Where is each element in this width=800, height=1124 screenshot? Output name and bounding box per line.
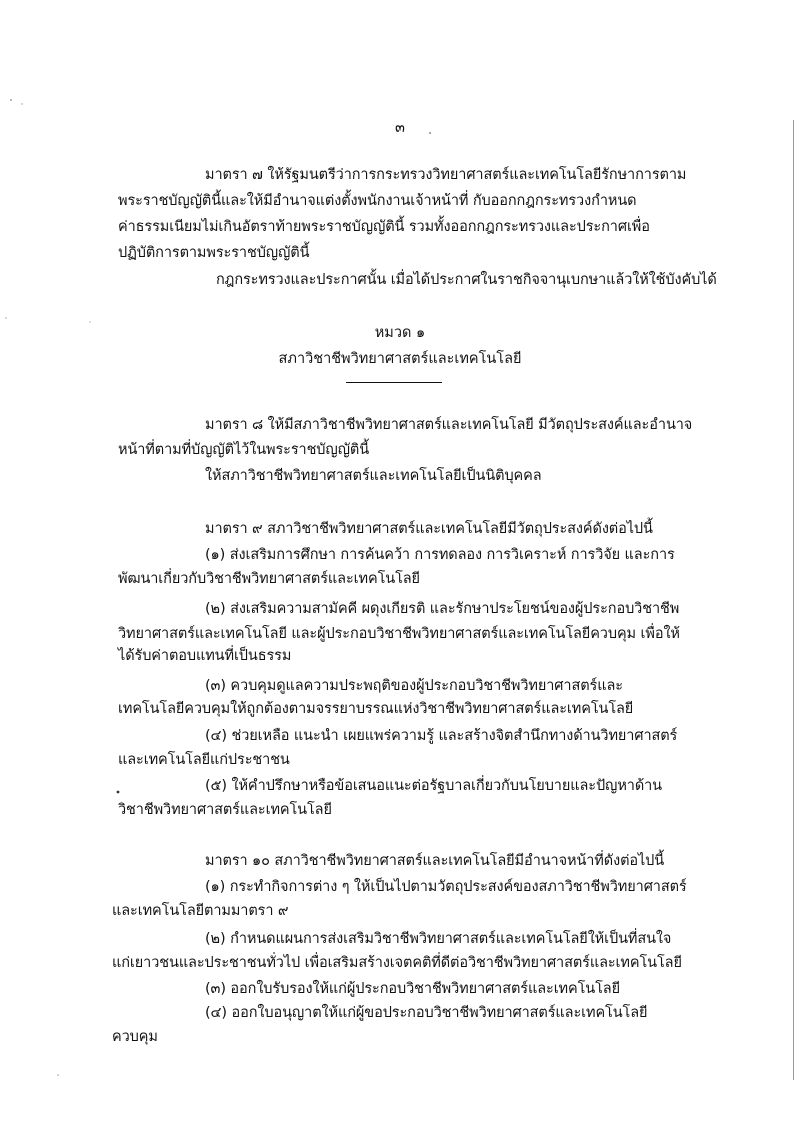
chapter-title: หมวด ๑ [374, 325, 426, 341]
page-number: ๓ [395, 120, 405, 136]
section-9-line-1: มาตรา ๙ สภาวิชาชีพวิทยาศาสตร์และเทคโนโลยีมีวัตถุประสงค์ดังต่อไปนี้ [205, 521, 653, 537]
section-9-item-4-line-1: (๔) ช่วยเหลือ แนะนำ เผยแพร่ความรู้ และสร้างจิตสำนึกทางด้านวิทยาศาสตร์ [205, 728, 678, 744]
section-9-item-3-line-2: เทคโนโลยีควบคุมให้ถูกต้องตามจรรยาบรรณแห่งวิชาชีพวิทยาศาสตร์และเทคโนโลยี [118, 701, 634, 717]
section-10-line-1: มาตรา ๑๐ สภาวิชาชีพวิทยาศาสตร์และเทคโนโลยีมีอำนาจหน้าที่ดังต่อไปนี้ [205, 853, 665, 869]
section-10-item-3-line-1: (๓) ออกใบรับรองให้แก่ผู้ประกอบวิชาชีพวิทยาศาสตร์และเทคโนโลยี [205, 981, 620, 997]
section-10-item-2-line-2: แก่เยาวชนและประชาชนทั่วไป เพื่อเสริมสร้างเจตคติที่ดีต่อวิชาชีพวิทยาศาสตร์และเทคโนโลยี [112, 955, 682, 971]
section-9-item-2-line-2: วิทยาศาสตร์และเทคโนโลยี และผู้ประกอบวิชาชีพวิทยาศาสตร์และเทคโนโลยีควบคุม เพื่อให้ [118, 626, 680, 642]
section-9-item-5-line-1: (๕) ให้คำปรึกษาหรือข้อเสนอแนะต่อรัฐบาลเกี่ยวกับนโยบายและปัญหาด้าน [205, 778, 662, 794]
section-10-item-4-line-1: (๔) ออกใบอนุญาตให้แก่ผู้ขอประกอบวิชาชีพวิทยาศาสตร์และเทคโนโลยี [205, 1005, 648, 1021]
section-9-item-3-line-1: (๓) ควบคุมดูแลความประพฤติของผู้ประกอบวิชาชีพวิทยาศาสตร์และ [205, 678, 623, 694]
section-8-line-1: มาตรา ๘ ให้มีสภาวิชาชีพวิทยาศาสตร์และเทคโนโลยี มีวัตถุประสงค์และอำนาจ [205, 417, 693, 433]
section-7-line-3: ค่าธรรมเนียมไม่เกินอัตราท้ายพระราชบัญญัตินี้ รวมทั้งออกกฎกระทรวงและประกาศเพื่อ [118, 219, 650, 235]
section-9-item-2-line-1: (๒) ส่งเสริมความสามัคคี ผดุงเกียรติ และรักษาประโยชน์ของผู้ประกอบวิชาชีพ [205, 601, 680, 617]
section-7-line-4: ปฏิบัติการตามพระราชบัญญัตินี้ [118, 245, 310, 261]
section-10-item-2-line-1: (๒) กำหนดแผนการส่งเสริมวิชาชีพวิทยาศาสตร์และเทคโนโลยีให้เป็นที่สนใจ [205, 931, 672, 947]
section-9-item-4-line-2: และเทคโนโลยีแก่ประชาชน [118, 752, 290, 768]
section-10-item-4-line-2: ควบคุม [112, 1029, 158, 1045]
section-9-item-2-line-3: ได้รับค่าตอบแทนที่เป็นธรรม [118, 648, 292, 664]
section-7-line-2: พระราชบัญญัตินี้และให้มีอำนาจแต่งตั้งพนักงานเจ้าหน้าที่ กับออกกฎกระทรวงกำหนด [118, 193, 637, 209]
section-9-item-5-line-2: วิชาชีพวิทยาศาสตร์และเทคโนโลยี [118, 802, 332, 818]
section-7-line-1: มาตรา ๗ ให้รัฐมนตรีว่าการกระทรวงวิทยาศาสตร์และเทคโนโลยีรักษาการตาม [205, 167, 687, 183]
section-10-item-1-line-2: และเทคโนโลยีตามมาตรา ๙ [112, 903, 289, 919]
section-8-line-2: หน้าที่ตามที่บัญญัติไว้ในพระราชบัญญัตินี้ [118, 442, 370, 458]
section-9-item-1-line-2: พัฒนาเกี่ยวกับวิชาชีพวิทยาศาสตร์และเทคโนโลยี [118, 571, 420, 587]
chapter-subtitle: สภาวิชาชีพวิทยาศาสตร์และเทคโนโลยี [278, 351, 522, 367]
section-10-item-1-line-1: (๑) กระทำกิจการต่าง ๆ ให้เป็นไปตามวัตถุประสงค์ของสภาวิชาชีพวิทยาศาสตร์ [205, 879, 687, 895]
section-9-item-1-line-1: (๑) ส่งเสริมการศึกษา การค้นคว้า การทดลอง การวิเคราะห์ การวิจัย และการ [205, 547, 675, 563]
section-8-line-3: ให้สภาวิชาชีพวิทยาศาสตร์และเทคโนโลยีเป็นนิติบุคคล [205, 468, 542, 484]
section-7-line-5: กฎกระทรวงและประกาศนั้น เมื่อได้ประกาศในราชกิจจานุเบกษาแล้วให้ใช้บังคับได้ [216, 272, 717, 288]
